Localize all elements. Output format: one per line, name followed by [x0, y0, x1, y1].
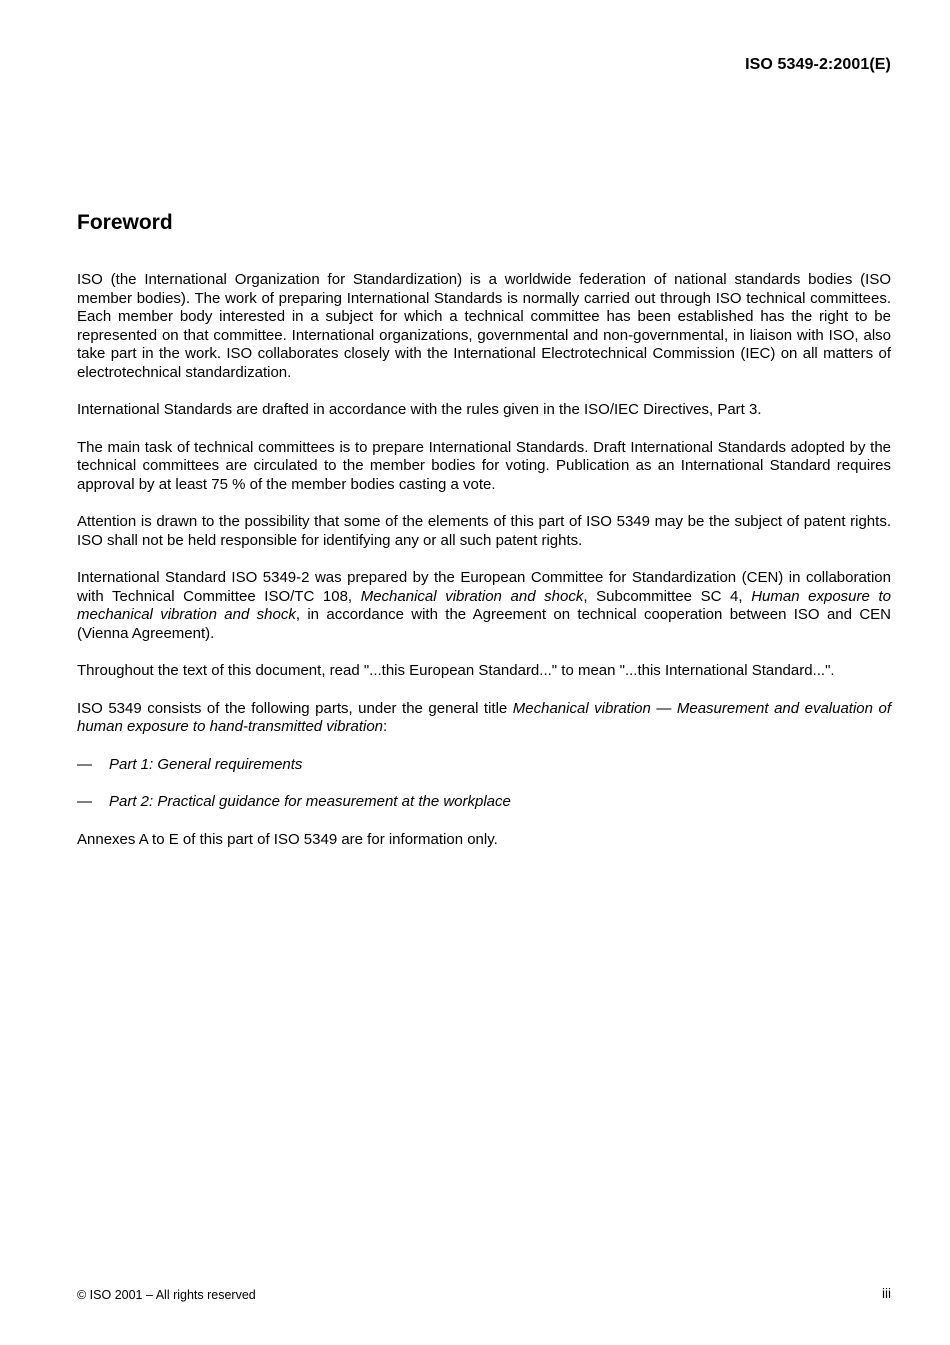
paragraph-iso-organization: ISO (the International Organization for Standardization) is a worldwide federation of national standards bodies (ISO member bodies). The work of preparing International Standards is normally carried out through ISO technical committees. Each member body interested in a subject for which a technical committee has been established has the right to be represented on that committee. International organizations, governmental and non-governmental, in liaison with ISO, also take part in the work. ISO collaborates closely with the International Electrotechnical Commission (IEC) on all matters of electrotechnical standardization. — [77, 271, 891, 381]
part-2-title: Part 2: Practical guidance for measurement at the workplace — [109, 793, 511, 810]
list-item — [77, 793, 891, 812]
preparation-text-2: , Subcommittee SC 4, — [583, 587, 752, 605]
foreword-section — [77, 208, 891, 868]
general-title: Mechanical vibration — Measurement and evaluation of human exposure to hand-transmitted vibration — [77, 699, 892, 735]
copyright-notice: © ISO 2001 – All rights reserved — [77, 1288, 256, 1302]
paragraph-reading-note: Throughout the text of this document, read "...this European Standard..." to mean "...this International Standard...". — [77, 662, 835, 679]
section-title: Foreword — [77, 211, 173, 234]
paragraph-directives: International Standards are drafted in accordance with the rules given in the ISO/IEC Directives, Part 3. — [77, 401, 762, 418]
page-number: iii — [882, 1286, 891, 1301]
part-1-title: Part 1: General requirements — [109, 755, 303, 773]
paragraph-annexes: Annexes A to E of this part of ISO 5349 are for information only. — [77, 830, 498, 848]
list-dash: — — [77, 755, 92, 773]
committee-title: Mechanical vibration and shock — [360, 587, 584, 605]
parts-intro-colon: : — [383, 718, 388, 735]
preparation-text-1: International Standard ISO 5349-2 was prepared by the European Committee for Standardization (CEN) in collaboration with Technical Committee ISO/TC 108, — [77, 569, 891, 605]
paragraph-technical-committees: The main task of technical committees is to prepare International Standards. Draft International Standards adopted by the technical committees are circulated to the member bodies for voting. Publication as an International Standard requires approval by at least 75 % of the member bodies casting a vote. — [77, 438, 891, 493]
preparation-text-3: , in accordance with the Agreement on technical cooperation between ISO and CEN (Vienna Agreement). — [77, 606, 891, 642]
paragraph-preparation — [77, 569, 891, 643]
list-dash: — — [77, 793, 92, 810]
paragraph-parts-intro — [77, 700, 891, 737]
list-item — [77, 756, 891, 775]
document-id: ISO 5349-2:2001(E) — [745, 56, 891, 73]
paragraph-patent-rights: Attention is drawn to the possibility that some of the elements of this part of ISO 5349 may be the subject of patent rights. ISO shall not be held responsible for identifying any or all such patent rights. — [77, 513, 891, 549]
subcommittee-title: Human exposure to mechanical vibration and shock — [77, 587, 891, 623]
parts-intro-text: ISO 5349 consists of the following parts, under the general title — [77, 699, 513, 717]
